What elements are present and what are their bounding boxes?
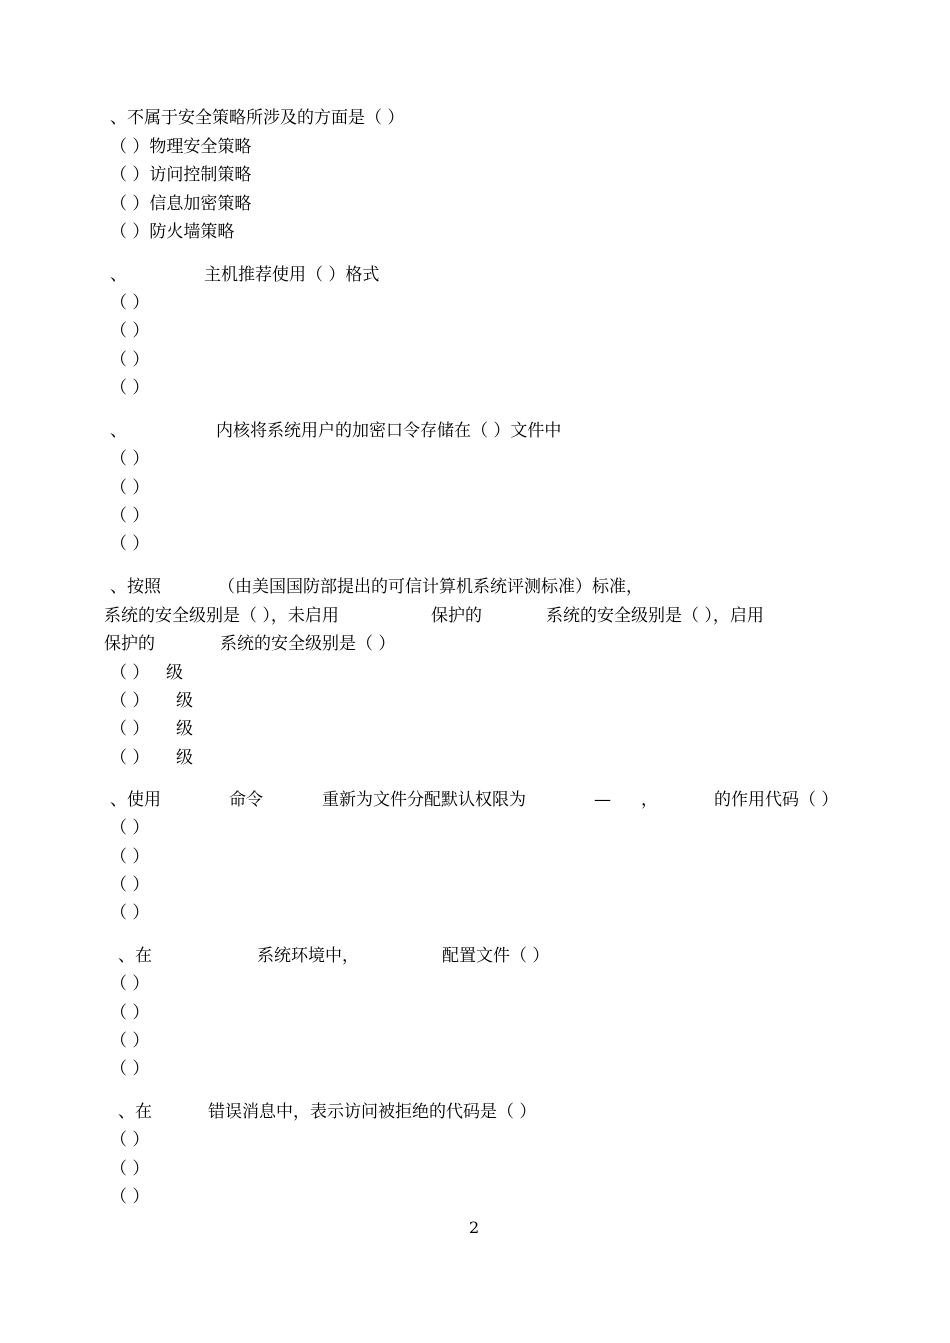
question-5-option-b: （ ） [110, 847, 150, 867]
question-6-stem-c: 配置文件（ ） [442, 946, 550, 966]
question-5-stem-d: 的作用代码（ ） [714, 790, 839, 810]
question-4-stem-line3-a: 保护的 [104, 634, 155, 654]
question-6-stem-a: 、在 [118, 946, 152, 966]
question-4-stem-line3-b: 系统的安全级别是（ ） [220, 634, 396, 654]
question-3-stem-text: 内核将系统用户的加密口令存储在（ ）文件中 [216, 421, 562, 441]
question-4-stem-line2-a: 系统的安全级别是（ ），未启用 [104, 606, 339, 626]
question-5-stem-comma: ， [641, 790, 658, 810]
question-4-stem-line2-b: 保护的 [431, 606, 482, 626]
question-4-stem-line1-a: 、按照 [110, 577, 161, 597]
question-3-stem-prefix: 、 [110, 421, 127, 441]
question-7-stem-b: 错误消息中，表示访问被拒绝的代码是（ ） [208, 1102, 537, 1122]
question-7-stem-a: 、在 [118, 1102, 152, 1122]
question-2-option-b: （ ） [110, 321, 150, 341]
question-4-option-b: （ ） [110, 691, 150, 711]
question-3-option-c: （ ） [110, 506, 150, 526]
question-6-stem-b: 系统环境中， [257, 946, 359, 966]
question-4-option-a-suffix: 级 [166, 663, 183, 683]
question-5-stem-b: 命令 [229, 790, 263, 810]
question-4-option-a: （ ） [110, 663, 150, 683]
question-2-stem-prefix: 、 [110, 265, 127, 285]
question-6-option-c: （ ） [110, 1031, 150, 1051]
question-5-stem-a: 、使用 [110, 790, 161, 810]
question-3-option-a: （ ） [110, 449, 150, 469]
question-7-option-b: （ ） [110, 1159, 150, 1179]
question-1-option-a: （ ）物理安全策略 [110, 137, 252, 157]
question-3-option-d: （ ） [110, 534, 150, 554]
question-4-option-c-suffix: 级 [176, 719, 193, 739]
question-2-option-d: （ ） [110, 378, 150, 398]
question-5-option-d: （ ） [110, 903, 150, 923]
question-6-option-a: （ ） [110, 974, 150, 994]
question-5-option-a: （ ） [110, 818, 150, 838]
question-6-option-b: （ ） [110, 1003, 150, 1023]
question-2-option-a: （ ） [110, 293, 150, 313]
question-4-option-d-suffix: 级 [176, 748, 193, 768]
page-number: 2 [469, 1218, 480, 1237]
question-2-option-c: （ ） [110, 350, 150, 370]
question-6-option-d: （ ） [110, 1059, 150, 1079]
question-7-option-c: （ ） [110, 1187, 150, 1207]
question-4-stem-line1-b: （由美国国防部提出的可信计算机系统评测标准）标准， [218, 577, 643, 597]
question-2-stem-text: 主机推荐使用（ ）格式 [204, 265, 380, 285]
question-3-option-b: （ ） [110, 478, 150, 498]
question-4-stem-line2-c: 系统的安全级别是（ ），启用 [546, 606, 764, 626]
question-4-option-c: （ ） [110, 719, 150, 739]
question-1-option-d: （ ）防火墙策略 [110, 222, 235, 242]
question-7-option-a: （ ） [110, 1130, 150, 1150]
question-4-option-b-suffix: 级 [176, 691, 193, 711]
question-5-stem-c: 重新为文件分配默认权限为 [322, 790, 526, 810]
question-1-option-c: （ ）信息加密策略 [110, 194, 252, 214]
question-1-option-b: （ ）访问控制策略 [110, 165, 252, 185]
question-5-stem-dash: — [594, 790, 611, 810]
question-1-stem: 、不属于安全策略所涉及的方面是（ ） [110, 108, 405, 128]
question-5-option-c: （ ） [110, 875, 150, 895]
question-4-option-d: （ ） [110, 748, 150, 768]
